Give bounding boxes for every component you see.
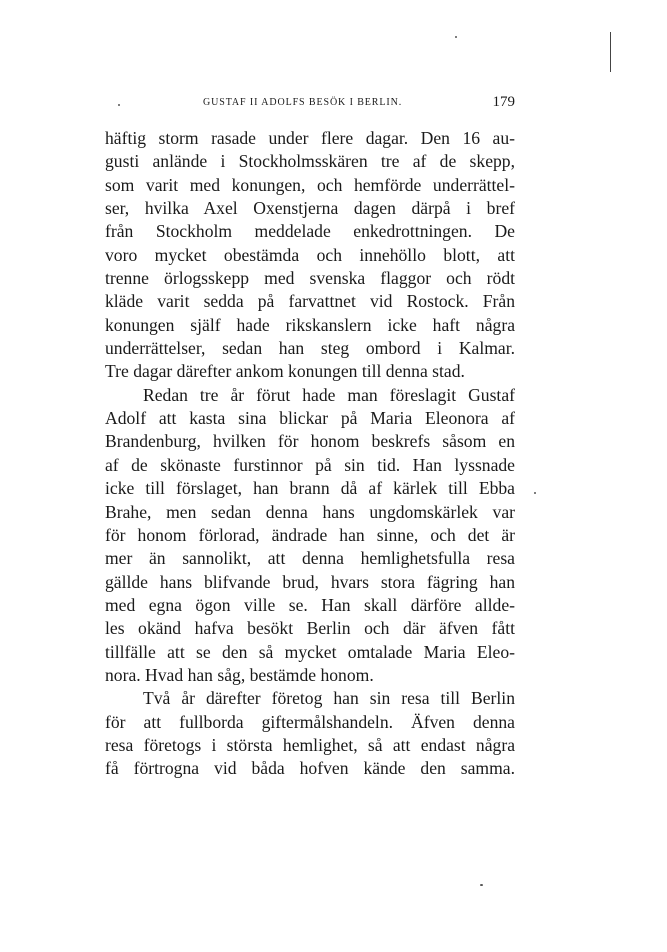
text-line: voro mycket obestämda och innehöllo blott, att <box>105 244 515 265</box>
text-line: mer än sannolikt, att denna hemlighetsfulla resa <box>105 548 515 569</box>
page-edge-mark <box>610 32 611 72</box>
print-speck <box>480 884 483 886</box>
text-line: Brahe, men sedan denna hans ungdomskärlek var <box>105 501 515 522</box>
text-line: trenne örlogsskepp med svenska flaggor och rödt <box>105 268 515 289</box>
text-line: gällde hans blifvande brud, hvars stora fägring han <box>105 571 515 592</box>
text-line: Två år därefter företog han sin resa till Berlin <box>143 688 515 709</box>
page-number: 179 <box>492 94 515 110</box>
text-line: för att fullborda giftermålshandeln. Äfven denna <box>105 711 515 732</box>
text-line: les okänd hafva besökt Berlin och där äfven fått <box>105 618 515 639</box>
text-line: som varit med konungen, och hemförde underrättel- <box>105 174 515 195</box>
text-line: icke till förslaget, han brann då af kärlek till Ebba <box>105 478 515 499</box>
text-line: af de skönaste furstinnor på sin tid. Han lyssnade <box>105 454 515 475</box>
body-text <box>105 127 515 781</box>
text-line: ser, hvilka Axel Oxenstjerna dagen därpå i bref <box>105 198 515 219</box>
text-line: för honom förlorad, ändrade han sinne, och det är <box>105 524 515 545</box>
print-speck <box>455 36 457 38</box>
text-line: resa företogs i största hemlighet, så att endast några <box>105 734 515 755</box>
text-line: Tre dagar därefter ankom konungen till denna stad. <box>105 361 465 382</box>
text-line: häftig storm rasade under flere dagar. Den 16 au- <box>105 128 515 148</box>
text-line: Brandenburg, hvilken för honom beskrefs såsom en <box>105 431 515 452</box>
text-line: med egna ögon ville se. Han skall därföre allde- <box>105 594 515 615</box>
text-line: Adolf att kasta sina blickar på Maria Eleonora af <box>105 408 515 429</box>
page-header <box>105 95 515 115</box>
text-line: kläde varit sedda på farvattnet vid Rostock. Från <box>105 291 515 312</box>
text-line: gusti anlände i Stockholmsskären tre af de skepp, <box>105 151 515 172</box>
text-line: få förtrogna vid båda hofven kände den samma. <box>105 758 515 779</box>
text-line: nora. Hvad han såg, bestämde honom. <box>105 664 374 685</box>
text-line: konungen själf hade rikskanslern icke haft några <box>105 314 515 335</box>
text-line: Redan tre år förut hade man föreslagit Gustaf <box>143 384 515 405</box>
text-line: underrättelser, sedan han steg ombord i Kalmar. <box>105 338 515 359</box>
print-speck <box>534 492 536 494</box>
text-line: tillfälle att se den så mycket omtalade Maria Eleo- <box>105 641 515 662</box>
running-head: GUSTAF II ADOLFS BESÖK I BERLIN. <box>203 97 403 108</box>
text-line: från Stockholm meddelade enkedrottningen. De <box>105 221 515 242</box>
